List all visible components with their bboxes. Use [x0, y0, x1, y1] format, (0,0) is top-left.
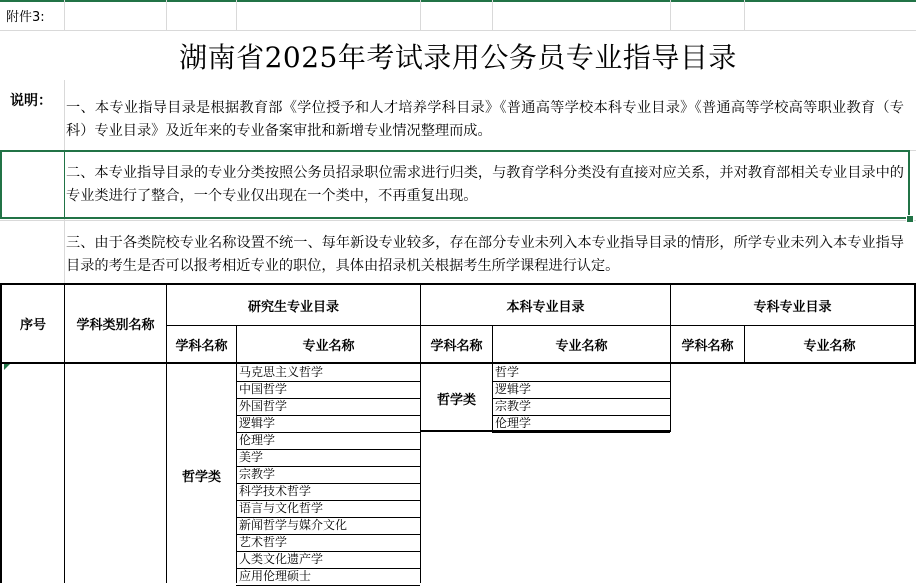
grid-line — [166, 0, 167, 30]
header-seq: 序号 — [19, 318, 46, 333]
grad-major-row[interactable]: 艺术哲学 — [239, 535, 288, 549]
ug-major-row[interactable]: 逻辑学 — [495, 382, 532, 396]
grad-major-row[interactable]: 中国哲学 — [239, 382, 288, 396]
grad-major-row[interactable]: 人类文化遗产学 — [239, 552, 324, 566]
note-paragraph-3[interactable]: 三、由于各类院校专业名称设置不统一、每年新设专业较多，存在部分专业未列入本专业指导目录的情形，所学专业未列入本专业指导目录的考生是否可以报考相近专业的职位，具体由招录机关根据考生所学课程进行认定。 — [66, 235, 904, 274]
grid-line — [492, 0, 493, 30]
row-marker — [4, 364, 10, 370]
grid-line — [0, 220, 916, 221]
ug-major-row-border — [492, 432, 670, 433]
header-bottom-border — [0, 362, 916, 364]
ug-major-row[interactable]: 哲学 — [495, 365, 520, 379]
ug-group-bottom-border — [420, 430, 671, 432]
grid-line — [236, 0, 237, 30]
grad-major-row[interactable]: 应用伦理硕士 — [239, 569, 312, 583]
grad-major-row[interactable]: 伦理学 — [239, 433, 276, 447]
grid-line — [0, 30, 916, 31]
grid-line — [744, 0, 745, 30]
header-ug-discipline: 学科名称 — [430, 338, 483, 354]
header-grad-discipline: 学科名称 — [175, 338, 228, 354]
grad-discipline-philosophy: 哲学类 — [181, 470, 221, 485]
grad-major-row[interactable]: 语言与文化哲学 — [239, 501, 324, 515]
header-jr-discipline: 学科名称 — [681, 338, 734, 354]
header-ug-major: 专业名称 — [555, 338, 608, 354]
grad-major-row[interactable]: 宗教学 — [239, 467, 276, 481]
grid-line — [420, 0, 421, 30]
note-paragraph-2[interactable]: 二、本专业指导目录的专业分类按照公务员招录职位需求进行归类，与教育学科分类没有直接对应关系，并对教育部相关专业目录中的专业类进行了整合，一个专业仅出现在一个类中，不再重复出现。 — [66, 165, 904, 204]
fill-handle[interactable] — [906, 215, 914, 223]
grad-major-row[interactable]: 科学技术哲学 — [239, 484, 312, 498]
selection-divider — [64, 150, 65, 219]
notes-label: 说明： — [10, 93, 52, 109]
grad-major-row[interactable]: 逻辑学 — [239, 416, 276, 430]
grad-major-row[interactable]: 新闻哲学与媒介文化 — [239, 518, 348, 532]
header-junior: 专科专业目录 — [753, 299, 832, 315]
ug-major-row[interactable]: 宗教学 — [495, 399, 532, 413]
header-graduate: 研究生专业目录 — [247, 299, 339, 315]
attachment-label: 附件3: — [6, 10, 45, 25]
grid-line — [64, 0, 65, 30]
selection-top-edge — [0, 0, 916, 2]
header-grad-major: 专业名称 — [302, 338, 355, 354]
grad-major-row[interactable]: 美学 — [239, 450, 264, 464]
header-undergraduate: 本科专业目录 — [506, 299, 585, 315]
ug-major-row[interactable]: 伦理学 — [495, 416, 532, 430]
header-category: 学科类别名称 — [76, 318, 155, 333]
grad-major-row[interactable]: 外国哲学 — [239, 399, 288, 413]
ug-discipline-philosophy: 哲学类 — [436, 393, 476, 408]
grad-major-row[interactable]: 马克思主义哲学 — [239, 365, 324, 379]
grid-line — [670, 0, 671, 30]
note-paragraph-1[interactable]: 一、本专业指导目录是根据教育部《学位授予和人才培养学科目录》《普通高等学校本科专业目录》《普通高等学校高等职业教育（专科）专业目录》及近年来的专业备案审批和新增专业情况整理而成。 — [66, 100, 904, 139]
header-jr-major: 专业名称 — [803, 338, 856, 354]
page-title: 湖南省2025年考试录用公务员专业指导目录 — [179, 41, 737, 74]
